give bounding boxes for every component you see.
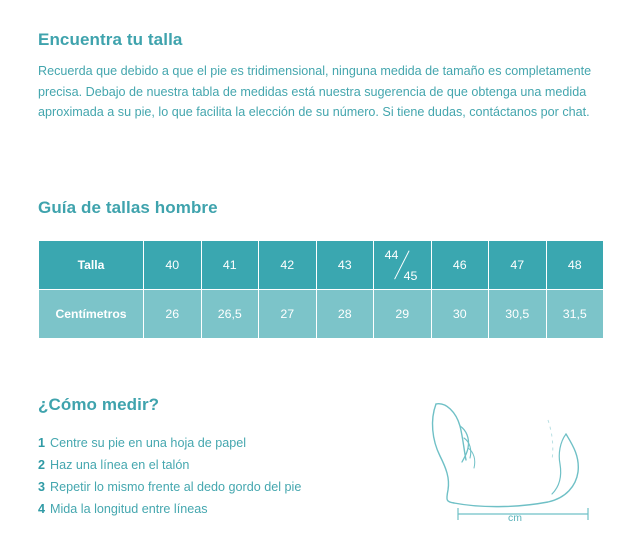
- list-item: [38, 476, 418, 498]
- foot-measure-illustration: [420, 390, 610, 530]
- table-row-centimeters: [39, 290, 604, 339]
- table-cell-size-41: 41: [201, 241, 259, 290]
- table-row-sizes: [39, 241, 604, 290]
- table-cell-cm-7: 31,5: [546, 290, 604, 339]
- table-cell-size-48: 48: [546, 241, 604, 290]
- step-text: Mida la longitud entre líneas: [50, 502, 208, 516]
- table-row-label-size: Talla: [39, 241, 144, 290]
- step-text: Centre su pie en una hoja de papel: [50, 436, 247, 450]
- table-cell-cm-2: 27: [259, 290, 317, 339]
- step-text: Repetir lo mismo frente al dedo gordo del pie: [50, 480, 302, 494]
- dual-size-bottom: 45: [403, 269, 418, 283]
- page-title: Encuentra tu talla: [38, 30, 183, 49]
- table-cell-size-47: 47: [489, 241, 547, 290]
- intro-paragraph-text: Recuerda que debido a que el pie es tridimensional, ninguna medida de tamaño es completamente precisa. Debajo de nuestra tabla de medidas está nuestra sugerencia de que obtenga una medida aproximada a su pie, lo que facilita la elección de su número. Si tiene dudas, contáctanos por chat.: [38, 64, 592, 119]
- step-number: 3: [38, 480, 46, 494]
- figure-caption: cm: [508, 512, 522, 524]
- table-cell-size-42: 42: [259, 241, 317, 290]
- size-guide-title: Guía de tallas hombre: [38, 198, 218, 217]
- table-cell-size-46: 46: [431, 241, 489, 290]
- table-cell-size-40: 40: [144, 241, 202, 290]
- dual-size-top: 44: [384, 248, 399, 262]
- foot-measure-icon: [420, 390, 610, 530]
- dual-size-cell: [374, 241, 431, 289]
- step-number: 2: [38, 458, 46, 472]
- howto-title: ¿Cómo medir?: [38, 395, 160, 414]
- table-cell-cm-5: 30: [431, 290, 489, 339]
- size-table: [38, 240, 604, 339]
- table-row-label-cm: Centímetros: [39, 290, 144, 339]
- step-number: 4: [38, 502, 46, 516]
- table-cell-cm-3: 28: [316, 290, 374, 339]
- list-item: [38, 454, 418, 476]
- list-item: [38, 498, 418, 520]
- table-cell-cm-0: 26: [144, 290, 202, 339]
- table-cell-cm-1: 26,5: [201, 290, 259, 339]
- intro-paragraph: [38, 61, 598, 123]
- step-number: 1: [38, 436, 46, 450]
- howto-steps: [38, 432, 418, 520]
- list-item: [38, 432, 418, 454]
- table-cell-size-43: 43: [316, 241, 374, 290]
- step-text: Haz una línea en el talón: [50, 458, 190, 472]
- table-cell-size-44-45: [374, 241, 432, 290]
- size-table-wrapper: [38, 240, 604, 339]
- table-cell-cm-6: 30,5: [489, 290, 547, 339]
- table-cell-cm-4: 29: [374, 290, 432, 339]
